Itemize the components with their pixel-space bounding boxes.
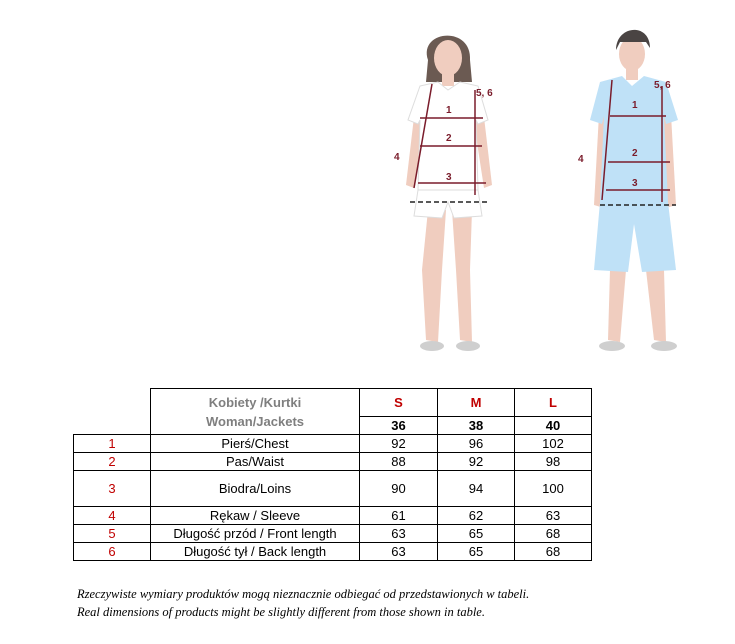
row-number: 2 (74, 453, 151, 471)
row-value-s: 90 (360, 471, 438, 507)
row-label: Długość przód / Front length (151, 525, 360, 543)
disclaimer-english: Real dimensions of products might be slightly different from those shown in table. (77, 605, 485, 619)
row-value-l: 102 (515, 435, 592, 453)
row-value-l: 68 (515, 543, 592, 561)
woman-marker-3: 3 (446, 172, 452, 183)
woman-measurement-figure (380, 20, 510, 360)
size-number-40: 40 (515, 417, 592, 435)
table-row (74, 543, 592, 561)
row-value-l: 100 (515, 471, 592, 507)
row-number: 6 (74, 543, 151, 561)
header-blank (74, 389, 151, 417)
table-row (74, 507, 592, 525)
man-measurement-figure (570, 20, 710, 360)
row-value-m: 62 (438, 507, 515, 525)
row-value-m: 92 (438, 453, 515, 471)
man-marker-5-6: 5, 6 (654, 80, 671, 91)
row-label: Rękaw / Sleeve (151, 507, 360, 525)
row-value-m: 94 (438, 471, 515, 507)
row-number: 4 (74, 507, 151, 525)
disclaimer-polish: Rzeczywiste wymiary produktów mogą nieznacznie odbiegać od przedstawionych w tabeli. (77, 587, 530, 601)
row-value-l: 63 (515, 507, 592, 525)
row-number: 3 (74, 471, 151, 507)
row-value-s: 61 (360, 507, 438, 525)
size-letter-m: M (438, 389, 515, 417)
header-blank-2 (74, 417, 151, 435)
size-number-38: 38 (438, 417, 515, 435)
woman-marker-5-6: 5, 6 (476, 88, 493, 99)
size-number-36: 36 (360, 417, 438, 435)
man-marker-1: 1 (632, 100, 638, 111)
woman-marker-4: 4 (394, 152, 400, 163)
man-marker-2: 2 (632, 148, 638, 159)
row-value-m: 65 (438, 543, 515, 561)
row-label: Pas/Waist (151, 453, 360, 471)
row-number: 5 (74, 525, 151, 543)
man-marker-4: 4 (578, 154, 584, 165)
row-value-m: 96 (438, 435, 515, 453)
man-marker-3: 3 (632, 178, 638, 189)
row-value-s: 88 (360, 453, 438, 471)
size-table (73, 388, 592, 561)
row-label: Pierś/Chest (151, 435, 360, 453)
woman-marker-1: 1 (446, 105, 452, 116)
table-title-english: Woman/Jackets (205, 413, 305, 429)
row-value-s: 92 (360, 435, 438, 453)
row-label: Biodra/Loins (151, 471, 360, 507)
row-value-s: 63 (360, 543, 438, 561)
table-title-cell (151, 389, 360, 435)
table-header-row (74, 389, 592, 417)
row-value-m: 65 (438, 525, 515, 543)
row-value-l: 68 (515, 525, 592, 543)
table-row (74, 435, 592, 453)
table-row (74, 453, 592, 471)
row-value-s: 63 (360, 525, 438, 543)
row-value-l: 98 (515, 453, 592, 471)
table-row (74, 525, 592, 543)
size-letter-s: S (360, 389, 438, 417)
row-number: 1 (74, 435, 151, 453)
woman-silhouette (406, 36, 492, 351)
size-letter-l: L (515, 389, 592, 417)
table-row (74, 471, 592, 507)
woman-marker-2: 2 (446, 133, 452, 144)
row-label: Długość tył / Back length (151, 543, 360, 561)
table-title-polish: Kobiety /Kurtki (208, 394, 302, 410)
